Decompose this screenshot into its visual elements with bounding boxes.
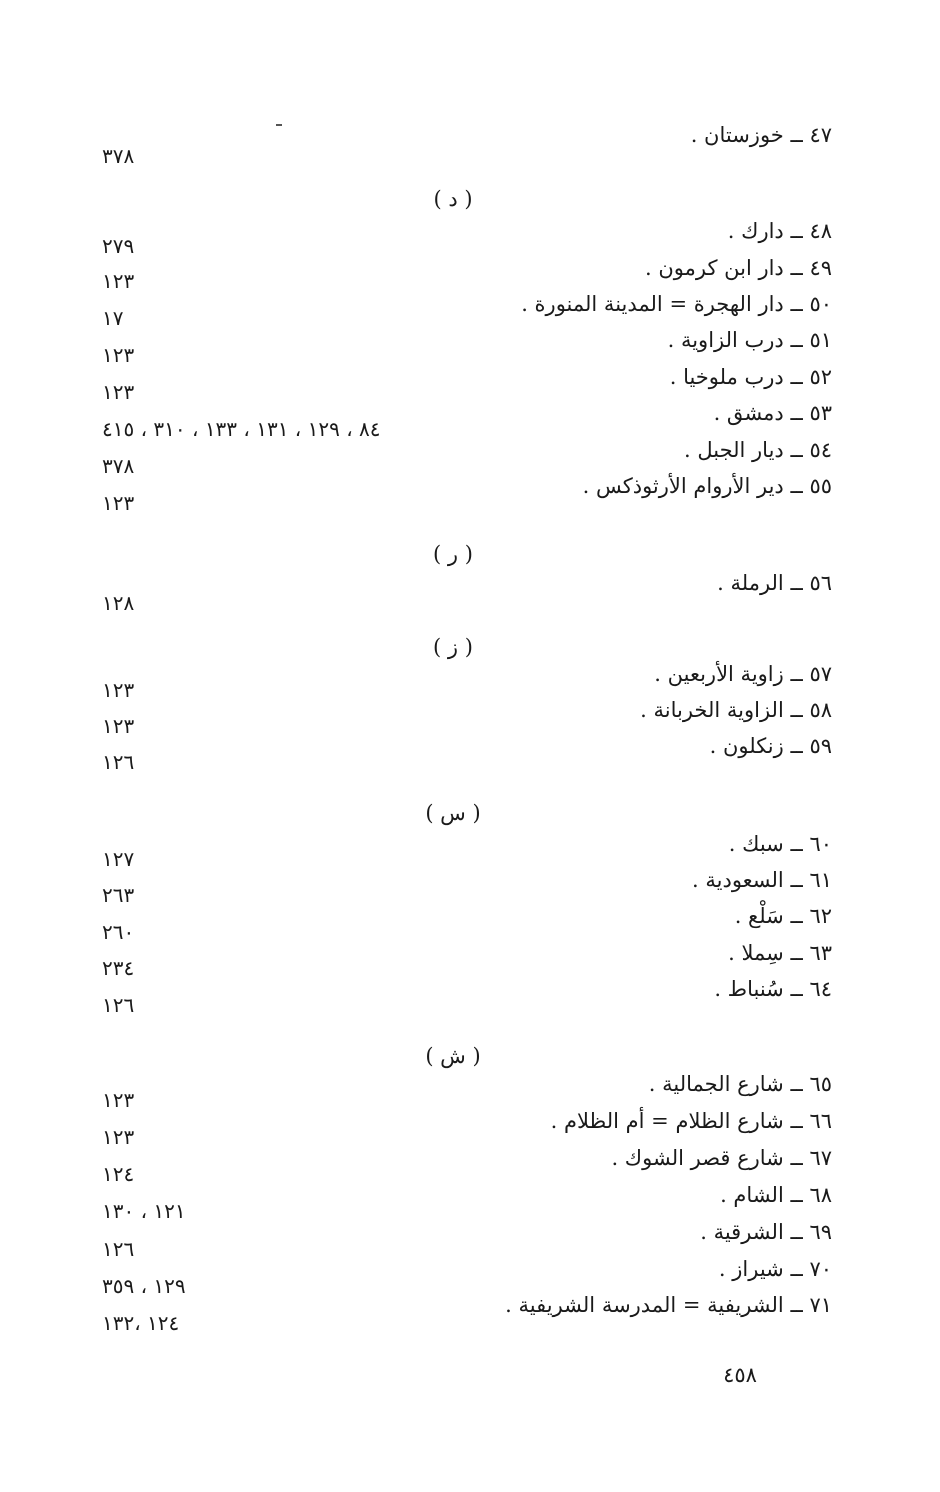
section-header-ra: ( ر ) (433, 542, 473, 566)
page-reference: ١٢٧ (102, 847, 135, 871)
page-reference: ١٢٦ (102, 993, 135, 1017)
index-entry: ٦٦ ــ شارع الظلام = أم الظلام . (550, 1109, 832, 1133)
page-reference: ١٢٣ (102, 269, 135, 293)
page-reference: ١٢٦ (102, 750, 135, 774)
index-entry: ٦٧ ــ شارع قصر الشوك . (611, 1146, 832, 1170)
index-entry: ٥٢ ــ درب ملوخيا . (669, 365, 832, 389)
page-reference: ١٢٣ (102, 1088, 135, 1112)
index-entry: ٥٥ ــ دير الأروام الأرثوذكس . (582, 474, 832, 498)
index-entry: ٧٠ ــ شيراز . (718, 1257, 832, 1281)
section-header-shin: ( ش ) (425, 1044, 481, 1068)
index-entry: ٦٨ ــ الشام . (720, 1183, 832, 1207)
index-entry: ٥٧ ــ زاوية الأربعين . (654, 662, 832, 686)
page-reference: ١٢٣ (102, 714, 135, 738)
section-header-dal: ( د ) (433, 187, 473, 211)
page-reference: ١٢٣ (102, 380, 135, 404)
section-header-sin: ( س ) (425, 801, 481, 825)
index-entry: ٥٩ ــ زنكلون . (709, 734, 832, 758)
page-reference: ١٢٣ (102, 491, 135, 515)
page-reference: ١٢٦ (102, 1237, 135, 1261)
page-reference: ١٢٩ ، ٣٥٩ (102, 1274, 186, 1298)
index-entry: ٦٥ ــ شارع الجمالية . (648, 1072, 832, 1096)
scan-mark (276, 124, 282, 126)
page-reference: ٢٣٤ (102, 956, 135, 980)
index-entry: ٥١ ــ درب الزاوية . (667, 328, 832, 352)
section-header-zay: ( ز ) (433, 635, 473, 659)
page-reference: ٢٦٣ (102, 883, 135, 907)
page-number: ٤٥٨ (723, 1363, 757, 1387)
index-entry: ٥٦ ــ الرملة . (717, 571, 832, 595)
page-reference: ٣٧٨ (102, 454, 135, 478)
page-reference: ١٢٣ (102, 678, 135, 702)
index-entry: ٦٤ ــ سُنباط . (714, 977, 832, 1001)
index-entry: ٦٣ ــ سِملا . (728, 941, 832, 965)
index-entry: ٥٤ ــ ديار الجبل . (683, 438, 832, 462)
index-entry: ٦٩ ــ الشرقية . (700, 1220, 832, 1244)
index-entry: ٤٨ ــ دارك . (727, 219, 832, 243)
index-entry: ٥٣ ــ دمشق . (713, 401, 832, 425)
page-reference: ١٧ (102, 306, 124, 330)
index-entry: ٧١ ــ الشريفية = المدرسة الشريفية . (505, 1293, 832, 1317)
page-reference: ١٢١ ، ١٣٠ (102, 1199, 186, 1223)
page-reference: ٢٧٩ (102, 234, 135, 258)
index-entry: ٤٧ ــ خوزستان . (690, 123, 832, 147)
page-reference: ١٢٨ (102, 591, 135, 615)
page-reference: ٨٤ ، ١٢٩ ، ١٣١ ، ١٣٣ ، ٣١٠ ، ٤١٥ (102, 417, 381, 441)
page-reference: ١٢٤ (102, 1162, 135, 1186)
index-entry: ٤٩ ــ دار ابن كرمون . (644, 256, 832, 280)
index-entry: ٥٨ ــ الزاوية الخربانة . (640, 698, 832, 722)
index-entry: ٦٢ ــ سَلْع . (734, 904, 832, 928)
index-entry: ٦٠ ــ سبك . (728, 832, 832, 856)
page-reference: ٣٧٨ (102, 144, 135, 168)
index-entry: ٥٠ ــ دار الهجرة = المدينة المنورة . (521, 292, 832, 316)
index-entry: ٦١ ــ السعودية . (692, 868, 832, 892)
page-reference: ٢٦٠ (102, 920, 135, 944)
page-reference: ١٢٤ ،١٣٢ (102, 1311, 180, 1335)
page-reference: ١٢٣ (102, 1125, 135, 1149)
page-reference: ١٢٣ (102, 343, 135, 367)
